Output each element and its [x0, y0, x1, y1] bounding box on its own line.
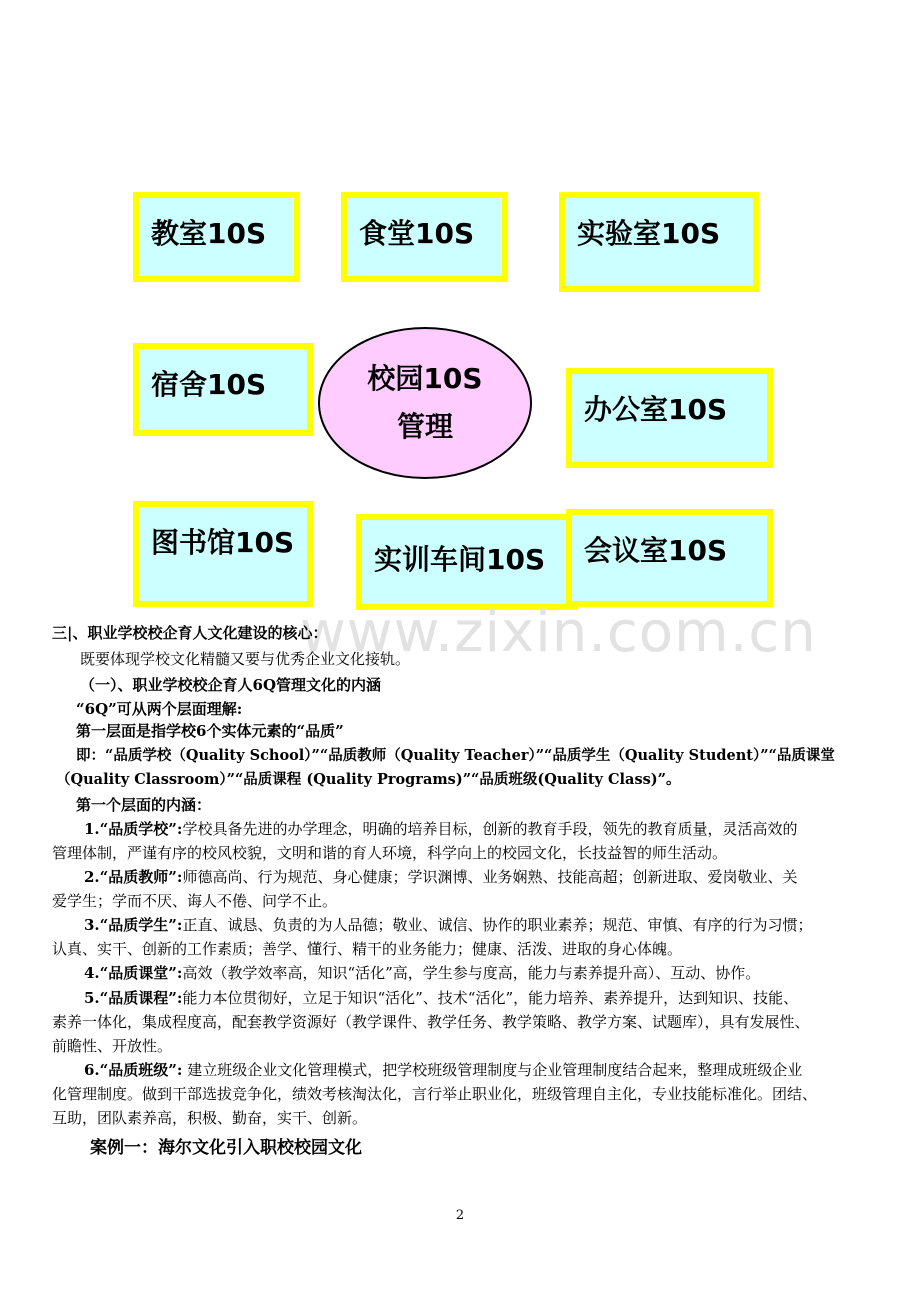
item-2-line2: 爱学生；学而不厌、诲人不倦、问学不止。: [52, 892, 338, 910]
item-num: 2.: [84, 868, 100, 886]
page-number: 2: [455, 1208, 465, 1223]
item-term: “品质教师”:: [99, 868, 183, 886]
box-classroom: [133, 192, 300, 282]
item-num: 6.: [84, 1061, 100, 1079]
item-text: 正直、诚恳、负责的为人品德；敬业、诚信、协作的职业素养；规范、审慎、有序的行为习惯；: [182, 916, 813, 934]
watermark: www.zixin.com.cn: [300, 600, 817, 665]
item-num: 3.: [84, 916, 100, 934]
quality-list-line1: 即：“品质学校（Quality School）”“品质教师（Quality Teacher）”“品质学生（Quality Student）”“品质课堂: [76, 747, 835, 764]
item-num: 1.: [84, 820, 100, 838]
box-dormitory: [133, 343, 313, 436]
box-laboratory: [559, 192, 759, 292]
item-5-line1: [52, 987, 882, 1009]
item-num: 4.: [84, 964, 100, 982]
item-num: 5.: [84, 989, 100, 1007]
quality-list-line2: （Quality Classroom）”“品质课程 (Quality Programs)”“品质班级(Quality Class)”。: [56, 771, 681, 788]
item-6-line2: 化管理制度。做到干部选拔竞争化，绩效考核淘汰化，言行举止职业化，班级管理自主化，专业技能标准化。团结、: [52, 1085, 818, 1103]
item-text: 建立班级企业文化管理模式，把学校班级管理制度与企业管理制度结合起来，整理成班级企业: [182, 1061, 803, 1079]
item-5-line3: 前瞻性、开放性。: [52, 1037, 173, 1055]
item-2-line1: [52, 866, 882, 888]
center-oval: [318, 327, 532, 479]
item-term: “品质班级”:: [99, 1061, 183, 1079]
intro-text: 既要体现学校文化精髓又要与优秀企业文化接轨。: [80, 650, 411, 668]
item-1-line1: [52, 818, 882, 840]
case-heading: 案例一：海尔文化引入职校校园文化: [90, 1138, 362, 1158]
subheading-6q: （一）、职业学校校企育人6Q管理文化的内涵: [80, 676, 382, 694]
box-training-workshop: [356, 514, 577, 610]
box-label: 宿舍10S: [151, 368, 267, 401]
item-text: 高效（教学效率高，知识“活化”高，学生参与度高，能力与素养提升高）、互动、协作。: [182, 964, 761, 982]
item-6-line1: [52, 1059, 882, 1081]
box-library: [133, 501, 313, 607]
center-line2: 管理: [396, 410, 453, 443]
box-canteen: [341, 192, 508, 282]
section-heading: 三|、职业学校校企育人文化建设的核心：: [52, 624, 328, 642]
box-office: [566, 368, 773, 468]
box-label: 实验室10S: [577, 217, 721, 250]
item-6-line3: 互助，团队素养高，积极、勤奋，实干、创新。: [52, 1109, 368, 1127]
box-label: 办公室10S: [584, 393, 728, 426]
item-text: 能力本位贯彻好，立足于知识“活化”、技术“活化”，能力培养、素养提升，达到知识、技能、: [182, 989, 799, 1007]
understand-text: “6Q”可从两个层面理解:: [76, 700, 243, 718]
item-term: “品质课堂”:: [99, 964, 183, 982]
level1-text: 第一层面是指学校6个实体元素的“品质”: [76, 722, 344, 740]
item-3-line1: [52, 914, 882, 936]
meaning-heading: 第一个层面的内涵：: [76, 796, 212, 814]
box-label: 实训车间10S: [374, 543, 546, 576]
box-label: 食堂10S: [359, 217, 475, 250]
item-4-line1: [52, 962, 882, 984]
box-meeting-room: [566, 509, 773, 607]
item-1-line2: 管理体制，严谨有序的校风校貌，文明和谐的育人环境，科学向上的校园文化，长技益智的师生活动。: [52, 844, 728, 862]
item-text: 师德高尚、行为规范、身心健康；学识渊博、业务娴熟、技能高超；创新进取、爱岗敬业、关: [182, 868, 798, 886]
item-term: “品质课程”:: [99, 989, 183, 1007]
item-term: “品质学校”:: [99, 820, 183, 838]
item-term: “品质学生”:: [99, 916, 183, 934]
item-3-line2: 认真、实干、创新的工作素质；善学、懂行、精干的业务能力；健康、活泼、进取的身心体魄。: [52, 940, 683, 958]
center-line1: 校园10S: [367, 362, 483, 395]
box-label: 会议室10S: [584, 534, 728, 567]
box-label: 教室10S: [151, 217, 267, 250]
item-5-line2: 素养一体化，集成程度高，配套教学资源好（教学课件、教学任务、教学策略、教学方案、试题库），具有发展性、: [52, 1013, 810, 1031]
item-text: 学校具备先进的办学理念，明确的培养目标，创新的教育手段，领先的教育质量，灵活高效的: [182, 820, 798, 838]
box-label: 图书馆10S: [151, 526, 295, 559]
